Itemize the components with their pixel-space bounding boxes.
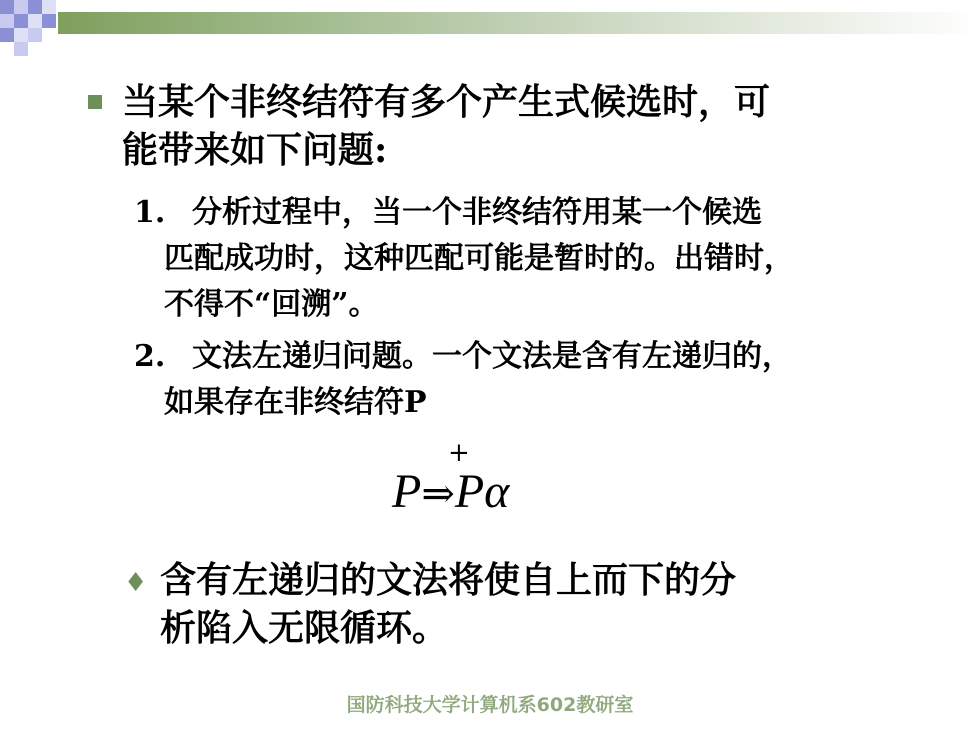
corner-square xyxy=(14,0,28,14)
list-item-number: 1. xyxy=(134,195,166,230)
corner-square xyxy=(28,28,42,42)
main-bullet-line: 能带来如下问题: xyxy=(122,129,388,171)
list-item-line: 分析过程中，当一个非终结符用某一个候选 xyxy=(192,195,762,230)
main-bullet-text xyxy=(122,78,922,174)
diamond-bullet-text xyxy=(160,556,920,652)
corner-square xyxy=(0,28,14,42)
double-arrow-icon: ⇒ xyxy=(421,471,455,517)
list-item-line: 匹配成功时，这种匹配可能是暂时的。出错时， xyxy=(164,241,794,276)
list-item-number: 2. xyxy=(134,339,166,374)
corner-square xyxy=(28,0,42,14)
main-bullet-line: 当某个非终结符有多个产生式候选时，可 xyxy=(122,81,771,123)
diamond-bullet-line: 析陷入无限循环。 xyxy=(160,607,449,649)
formula-lhs: P xyxy=(392,465,422,518)
corner-square xyxy=(42,0,56,14)
corner-square xyxy=(0,0,14,14)
list-item-2 xyxy=(134,334,792,426)
corner-square xyxy=(14,14,28,28)
corner-square xyxy=(28,14,42,28)
list-item-1 xyxy=(134,190,794,328)
formula-plus-superscript: + xyxy=(448,438,470,468)
derivation-formula xyxy=(392,440,592,520)
header-gradient-bar xyxy=(58,12,980,34)
list-item-line: 不得不“回溯”。 xyxy=(164,287,379,322)
corner-square xyxy=(42,14,56,28)
square-bullet-icon xyxy=(88,95,102,109)
corner-square xyxy=(0,14,14,28)
slide-footer: 国防科技大学计算机系602教研室 xyxy=(346,694,634,716)
corner-square xyxy=(14,42,28,56)
list-item-line: 文法左递归问题。一个文法是含有左递归的， xyxy=(192,339,792,374)
header-decoration xyxy=(0,0,980,60)
corner-square xyxy=(14,28,28,42)
diamond-bullet-line: 含有左递归的文法将使自上而下的分 xyxy=(160,559,737,601)
formula-rhs: Pα xyxy=(454,465,510,518)
list-item-line: 如果存在非终结符P xyxy=(164,385,427,420)
diamond-bullet-icon: ♦ xyxy=(124,568,148,598)
